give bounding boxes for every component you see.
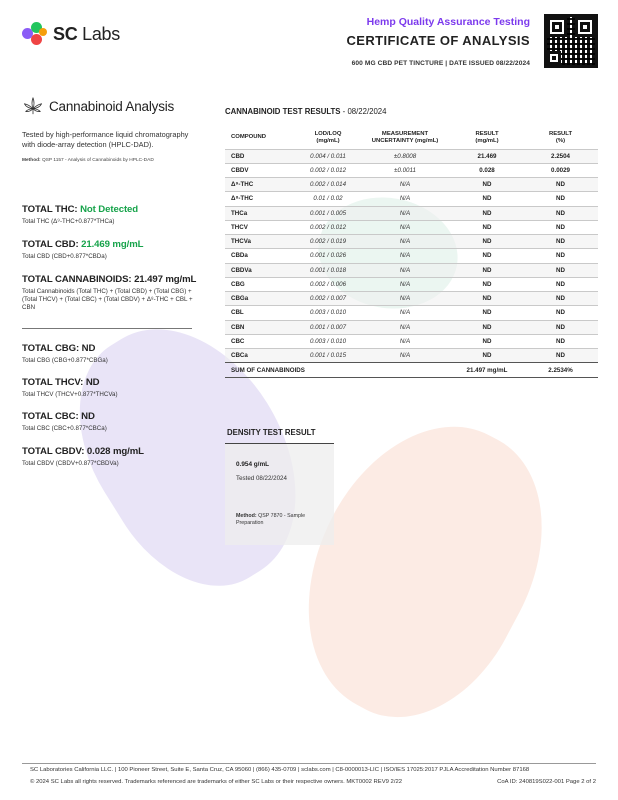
cell-result-pct: ND bbox=[523, 306, 598, 320]
cell-lod-loq: 0.002 / 0.007 bbox=[297, 292, 359, 306]
cell-result-pct: ND bbox=[523, 277, 598, 291]
total-thc-value: Not Detected bbox=[80, 204, 139, 215]
cell-uncertainty: N/A bbox=[359, 192, 451, 206]
total-cbdv bbox=[22, 446, 144, 468]
cell-lod-loq: 0.001 / 0.005 bbox=[297, 206, 359, 220]
footer-copyright-row bbox=[30, 779, 596, 785]
density-tested-date: Tested 08/22/2024 bbox=[236, 475, 287, 482]
footer-coa-id: CoA ID: 240819S022-001 Page 2 of 2 bbox=[497, 779, 596, 785]
method-text: QSP 1157 - Analysis of Cannabinoids by HPLC-DAD bbox=[42, 157, 154, 163]
density-method bbox=[236, 513, 332, 527]
cell-uncertainty: N/A bbox=[359, 277, 451, 291]
brand-name-light: Labs bbox=[82, 23, 120, 44]
cell-result-pct: ND bbox=[523, 178, 598, 192]
cell-compound: CBGa bbox=[225, 292, 297, 306]
cell-uncertainty: N/A bbox=[359, 306, 451, 320]
cell-compound: CBC bbox=[225, 334, 297, 348]
cell-compound: CBDa bbox=[225, 249, 297, 263]
table-row bbox=[225, 192, 598, 206]
col-compound: COMPOUND bbox=[231, 134, 267, 141]
cell-uncertainty: ±0.0011 bbox=[359, 163, 451, 177]
sum-pct: 2.2534% bbox=[523, 363, 598, 378]
cell-result-mg: ND bbox=[451, 292, 523, 306]
cell-uncertainty: N/A bbox=[359, 235, 451, 249]
cell-result-mg: ND bbox=[451, 235, 523, 249]
footer-divider bbox=[22, 763, 596, 764]
total-thc-formula: Total THC (Δ⁹-THC+0.877*THCa) bbox=[22, 218, 115, 225]
cell-uncertainty: N/A bbox=[359, 320, 451, 334]
sum-row bbox=[225, 363, 598, 378]
method-reference bbox=[22, 158, 192, 163]
cell-result-mg: ND bbox=[451, 249, 523, 263]
table-row bbox=[225, 178, 598, 192]
cannabinoid-results-table bbox=[225, 127, 598, 378]
cell-compound: CBDV bbox=[225, 163, 297, 177]
total-cbdv-formula: Total CBDV (CBDV+0.877*CBDVa) bbox=[22, 460, 119, 467]
cell-compound: Δ⁸-THC bbox=[225, 192, 297, 206]
total-cbg-label: TOTAL CBG: bbox=[22, 343, 82, 354]
section-title: Cannabinoid Analysis bbox=[49, 98, 175, 114]
cell-result-mg: ND bbox=[451, 277, 523, 291]
cell-uncertainty: N/A bbox=[359, 292, 451, 306]
cell-uncertainty: N/A bbox=[359, 249, 451, 263]
cell-uncertainty: N/A bbox=[359, 206, 451, 220]
cell-result-mg: ND bbox=[451, 192, 523, 206]
cell-result-mg: ND bbox=[451, 349, 523, 363]
total-cbdv-label: TOTAL CBDV: bbox=[22, 446, 87, 457]
table-row bbox=[225, 349, 598, 363]
cell-uncertainty: N/A bbox=[359, 349, 451, 363]
header-titles bbox=[346, 16, 530, 67]
density-method-label: Method: bbox=[236, 513, 257, 519]
cell-compound: CBCa bbox=[225, 349, 297, 363]
cell-result-pct: ND bbox=[523, 192, 598, 206]
table-row bbox=[225, 277, 598, 291]
table-row bbox=[225, 235, 598, 249]
cell-result-pct: ND bbox=[523, 249, 598, 263]
total-cbd bbox=[22, 239, 143, 261]
cell-lod-loq: 0.003 / 0.010 bbox=[297, 334, 359, 348]
cell-result-pct: ND bbox=[523, 220, 598, 234]
cell-result-pct: ND bbox=[523, 292, 598, 306]
density-method-text: QSP 7870 - Sample Preparation bbox=[236, 513, 306, 526]
cell-lod-loq: 0.001 / 0.007 bbox=[297, 320, 359, 334]
total-cbg bbox=[22, 343, 108, 365]
cell-lod-loq: 0.002 / 0.012 bbox=[297, 163, 359, 177]
table-row bbox=[225, 163, 598, 177]
total-thcv-label: TOTAL THCV: bbox=[22, 377, 86, 388]
cell-lod-loq: 0.001 / 0.018 bbox=[297, 263, 359, 277]
cell-result-pct: ND bbox=[523, 320, 598, 334]
cell-compound: CBD bbox=[225, 149, 297, 163]
density-title: DENSITY TEST RESULT bbox=[227, 428, 316, 437]
header-title: CERTIFICATE OF ANALYSIS bbox=[346, 33, 530, 48]
cannabinoid-analysis-section bbox=[22, 96, 192, 163]
table-row bbox=[225, 320, 598, 334]
total-thc bbox=[22, 204, 138, 226]
table-row bbox=[225, 292, 598, 306]
cell-uncertainty: N/A bbox=[359, 334, 451, 348]
table-row bbox=[225, 263, 598, 277]
table-row bbox=[225, 206, 598, 220]
total-cannabinoids-formula: Total Cannabinoids (Total THC) + (Total CBD) + (Total CBG) + (Total THCV) + (Total CBC) + (Total CBDV) + Δ⁸-THC + CBL + CBN bbox=[22, 288, 193, 311]
table-row bbox=[225, 306, 598, 320]
table-row bbox=[225, 334, 598, 348]
cell-compound: CBG bbox=[225, 277, 297, 291]
footer-address: SC Laboratories California LLC. | 100 Pioneer Street, Suite E, Santa Cruz, CA 95060 | (866) 435-0709 | sclabs.com | C8-0000013-LIC | ISO/IES 17025:2017 PJLA Accreditation Number 87168 bbox=[30, 767, 530, 773]
total-cbd-label: TOTAL CBD: bbox=[22, 239, 82, 250]
sum-label: SUM OF CANNABINOIDS bbox=[225, 363, 451, 378]
total-cbc-value: ND bbox=[81, 411, 95, 422]
cell-result-mg: ND bbox=[451, 263, 523, 277]
cell-lod-loq: 0.001 / 0.026 bbox=[297, 249, 359, 263]
section-divider bbox=[22, 328, 192, 329]
cell-lod-loq: 0.003 / 0.010 bbox=[297, 306, 359, 320]
section-header bbox=[22, 96, 192, 116]
cell-compound: Δ⁹-THC bbox=[225, 178, 297, 192]
cell-lod-loq: 0.002 / 0.014 bbox=[297, 178, 359, 192]
cell-compound: CBDVa bbox=[225, 263, 297, 277]
method-label: Method: bbox=[22, 157, 41, 163]
cell-lod-loq: 0.004 / 0.011 bbox=[297, 149, 359, 163]
total-thc-label: TOTAL THC: bbox=[22, 204, 81, 215]
cell-compound: THCVa bbox=[225, 235, 297, 249]
header-meta: 600 MG CBD PET TINCTURE | DATE ISSUED 08/22/2024 bbox=[351, 60, 530, 67]
cell-uncertainty: N/A bbox=[359, 263, 451, 277]
cell-lod-loq: 0.01 / 0.02 bbox=[297, 192, 359, 206]
cell-result-pct: ND bbox=[523, 235, 598, 249]
cell-lod-loq: 0.002 / 0.006 bbox=[297, 277, 359, 291]
cell-result-pct: 2.2504 bbox=[523, 149, 598, 163]
total-thcv bbox=[22, 377, 118, 399]
total-cbc bbox=[22, 411, 107, 433]
results-title-bold: CANNABINOID TEST RESULTS bbox=[225, 107, 341, 116]
cell-uncertainty: N/A bbox=[359, 220, 451, 234]
cell-result-mg: ND bbox=[451, 334, 523, 348]
cell-result-mg: ND bbox=[451, 320, 523, 334]
sum-mg: 21.497 mg/mL bbox=[451, 363, 523, 378]
total-cbc-label: TOTAL CBC: bbox=[22, 411, 82, 422]
cell-uncertainty: N/A bbox=[359, 178, 451, 192]
cell-lod-loq: 0.002 / 0.019 bbox=[297, 235, 359, 249]
qr-code-icon[interactable] bbox=[544, 14, 598, 68]
cell-compound: THCV bbox=[225, 220, 297, 234]
total-cannabinoids-label: TOTAL CANNABINOIDS: bbox=[22, 274, 135, 285]
brand-name bbox=[53, 24, 120, 45]
cell-result-pct: ND bbox=[523, 349, 598, 363]
table-row bbox=[225, 149, 598, 163]
cell-result-mg: ND bbox=[451, 306, 523, 320]
header-subtitle: Hemp Quality Assurance Testing bbox=[366, 16, 530, 28]
table-header-row bbox=[225, 127, 598, 149]
col-result-pct: RESULT (%) bbox=[548, 130, 573, 144]
col-result-mg: RESULT (mg/mL) bbox=[475, 130, 499, 144]
cell-result-pct: 0.0029 bbox=[523, 163, 598, 177]
cell-result-mg: ND bbox=[451, 206, 523, 220]
cell-result-mg: ND bbox=[451, 220, 523, 234]
cannabis-leaf-icon bbox=[22, 96, 44, 116]
results-title-date: - 08/22/2024 bbox=[340, 107, 387, 116]
col-uncertainty: MEASUREMENT UNCERTAINTY (mg/mL) bbox=[371, 130, 439, 144]
cell-compound: CBN bbox=[225, 320, 297, 334]
cell-lod-loq: 0.002 / 0.012 bbox=[297, 220, 359, 234]
method-description: Tested by high-performance liquid chromatography with diode-array detection (HPLC-DAD). bbox=[22, 130, 189, 149]
col-lod-loq: LOD/LOQ (mg/mL) bbox=[314, 130, 342, 144]
total-cbc-formula: Total CBC (CBC+0.877*CBCa) bbox=[22, 425, 107, 432]
total-cbd-value: 21.469 mg/mL bbox=[81, 239, 144, 250]
total-cbg-formula: Total CBG (CBG+0.877*CBGa) bbox=[22, 357, 108, 364]
brand-logo bbox=[22, 22, 120, 46]
total-cbg-value: ND bbox=[81, 343, 96, 354]
total-cannabinoids bbox=[22, 274, 202, 312]
cell-result-pct: ND bbox=[523, 334, 598, 348]
table-row bbox=[225, 220, 598, 234]
total-cannabinoids-value: 21.497 mg/mL bbox=[134, 274, 197, 285]
density-result-box bbox=[225, 443, 334, 545]
footer-copyright: © 2024 SC Labs all rights reserved. Trademarks referenced are trademarks of either SC Labs or their respective owners. MKT0002 REV9 2/22 bbox=[30, 779, 403, 785]
cell-result-mg: 0.028 bbox=[451, 163, 523, 177]
brand-name-bold: SC bbox=[53, 23, 78, 44]
density-value: 0.954 g/mL bbox=[236, 461, 270, 468]
sc-labs-dots-logo-icon bbox=[22, 22, 48, 46]
cell-compound: CBL bbox=[225, 306, 297, 320]
total-thcv-value: ND bbox=[85, 377, 100, 388]
total-thcv-formula: Total THCV (THCV+0.877*THCVa) bbox=[22, 391, 118, 398]
cell-lod-loq: 0.001 / 0.015 bbox=[297, 349, 359, 363]
total-cbd-formula: Total CBD (CBD+0.877*CBDa) bbox=[22, 253, 107, 260]
cell-result-mg: 21.469 bbox=[451, 149, 523, 163]
cell-compound: THCa bbox=[225, 206, 297, 220]
cell-uncertainty: ±0.8008 bbox=[359, 149, 451, 163]
cell-result-pct: ND bbox=[523, 206, 598, 220]
cell-result-pct: ND bbox=[523, 263, 598, 277]
results-title bbox=[225, 107, 386, 116]
total-cbdv-value: 0.028 mg/mL bbox=[86, 446, 144, 457]
cell-result-mg: ND bbox=[451, 178, 523, 192]
table-row bbox=[225, 249, 598, 263]
